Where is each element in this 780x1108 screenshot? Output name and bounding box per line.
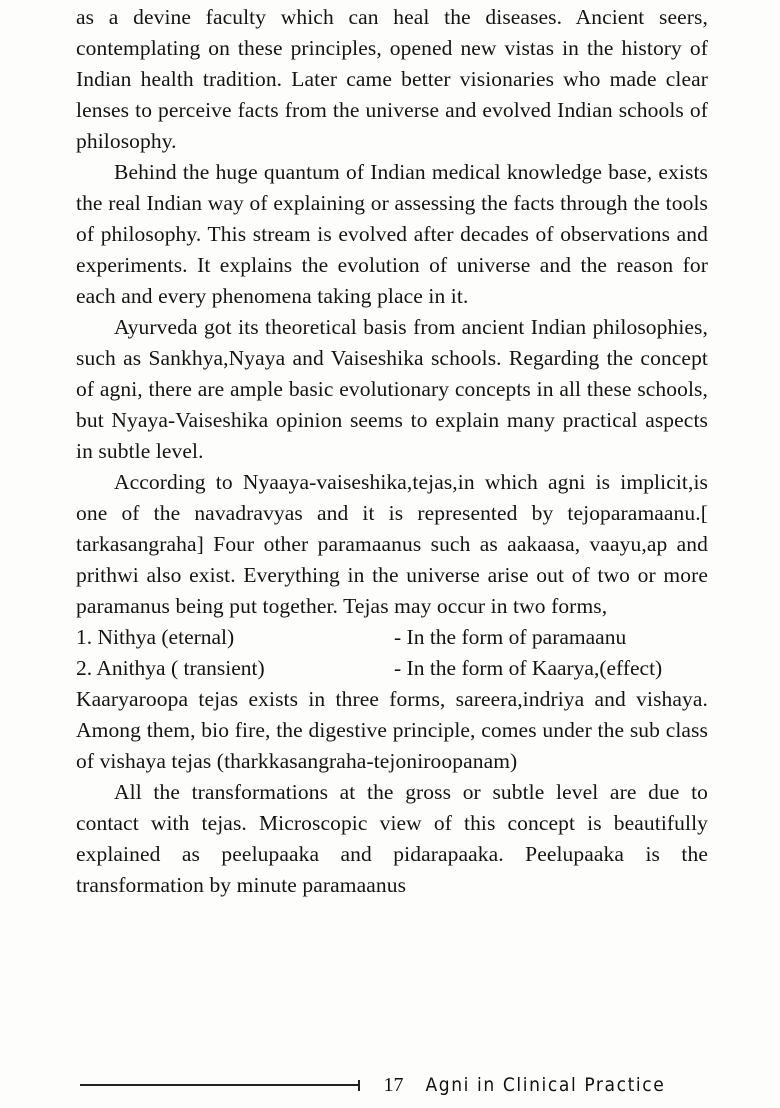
paragraph: According to Nyaaya-vaiseshika,tejas,in which agni is implicit,is one of the navadravyas and it is represented by tejoparamaanu.[ tarkasangraha] Four other paramaanus such as aakaasa, vaayu,ap and prithwi also exist. Everything in the universe arise out of two or more paramanus being put together. Tejas may occur in two forms, xyxy=(76,470,708,618)
footer-rule-line xyxy=(80,1084,358,1086)
body-text xyxy=(76,2,708,901)
list-item xyxy=(76,653,708,684)
paragraph: Behind the huge quantum of Indian medical knowledge base, exists the real Indian way of explaining or assessing the facts through the tools of philosophy. This stream is evolved after decades of observations and experiments. It explains the evolution of universe and the reason for each and every phenomena taking place in it. xyxy=(76,160,708,308)
paragraph-continuation: Kaaryaroopa tejas exists in three forms, sareera,indriya and vishaya. Among them, bio fire, the digestive principle, comes under the sub class of vishaya tejas (tharkkasangraha-tejoniroopanam) xyxy=(76,687,708,773)
paragraph: All the transformations at the gross or subtle level are due to contact with tejas. Microscopic view of this concept is beautifully explained as peelupaaka and pidarapaaka. Peelupaaka is the transformation by minute paramaanus xyxy=(76,780,708,897)
paragraph: Ayurveda got its theoretical basis from ancient Indian philosophies, such as Sankhya,Nyaya and Vaiseshika schools. Regarding the concept of agni, there are ample basic evolutionary concepts in all these schools, but Nyaya-Vaiseshika opinion seems to explain many practical aspects in subtle level. xyxy=(76,315,708,463)
paragraph-continuation: as a devine faculty which can heal the diseases. Ancient seers, contemplating on these principles, opened new vistas in the history of Indian health tradition. Later came better visionaries who made clear lenses to perceive facts from the universe and evolved Indian schools of philosophy. xyxy=(76,5,708,153)
page-footer xyxy=(0,1072,780,1098)
book-title: Agni in Clinical Practice xyxy=(425,1074,666,1096)
list-item-label: 1. Nithya (eternal) xyxy=(76,625,235,649)
list-item-label: 2. Anithya ( transient) xyxy=(76,656,265,680)
list-item xyxy=(76,622,708,653)
list-item-description: - In the form of Kaarya,(effect) xyxy=(394,656,663,680)
list-item-description: - In the form of paramaanu xyxy=(394,625,627,649)
footer-rule-end-tick xyxy=(358,1080,360,1091)
page-number: 17 xyxy=(383,1073,404,1096)
